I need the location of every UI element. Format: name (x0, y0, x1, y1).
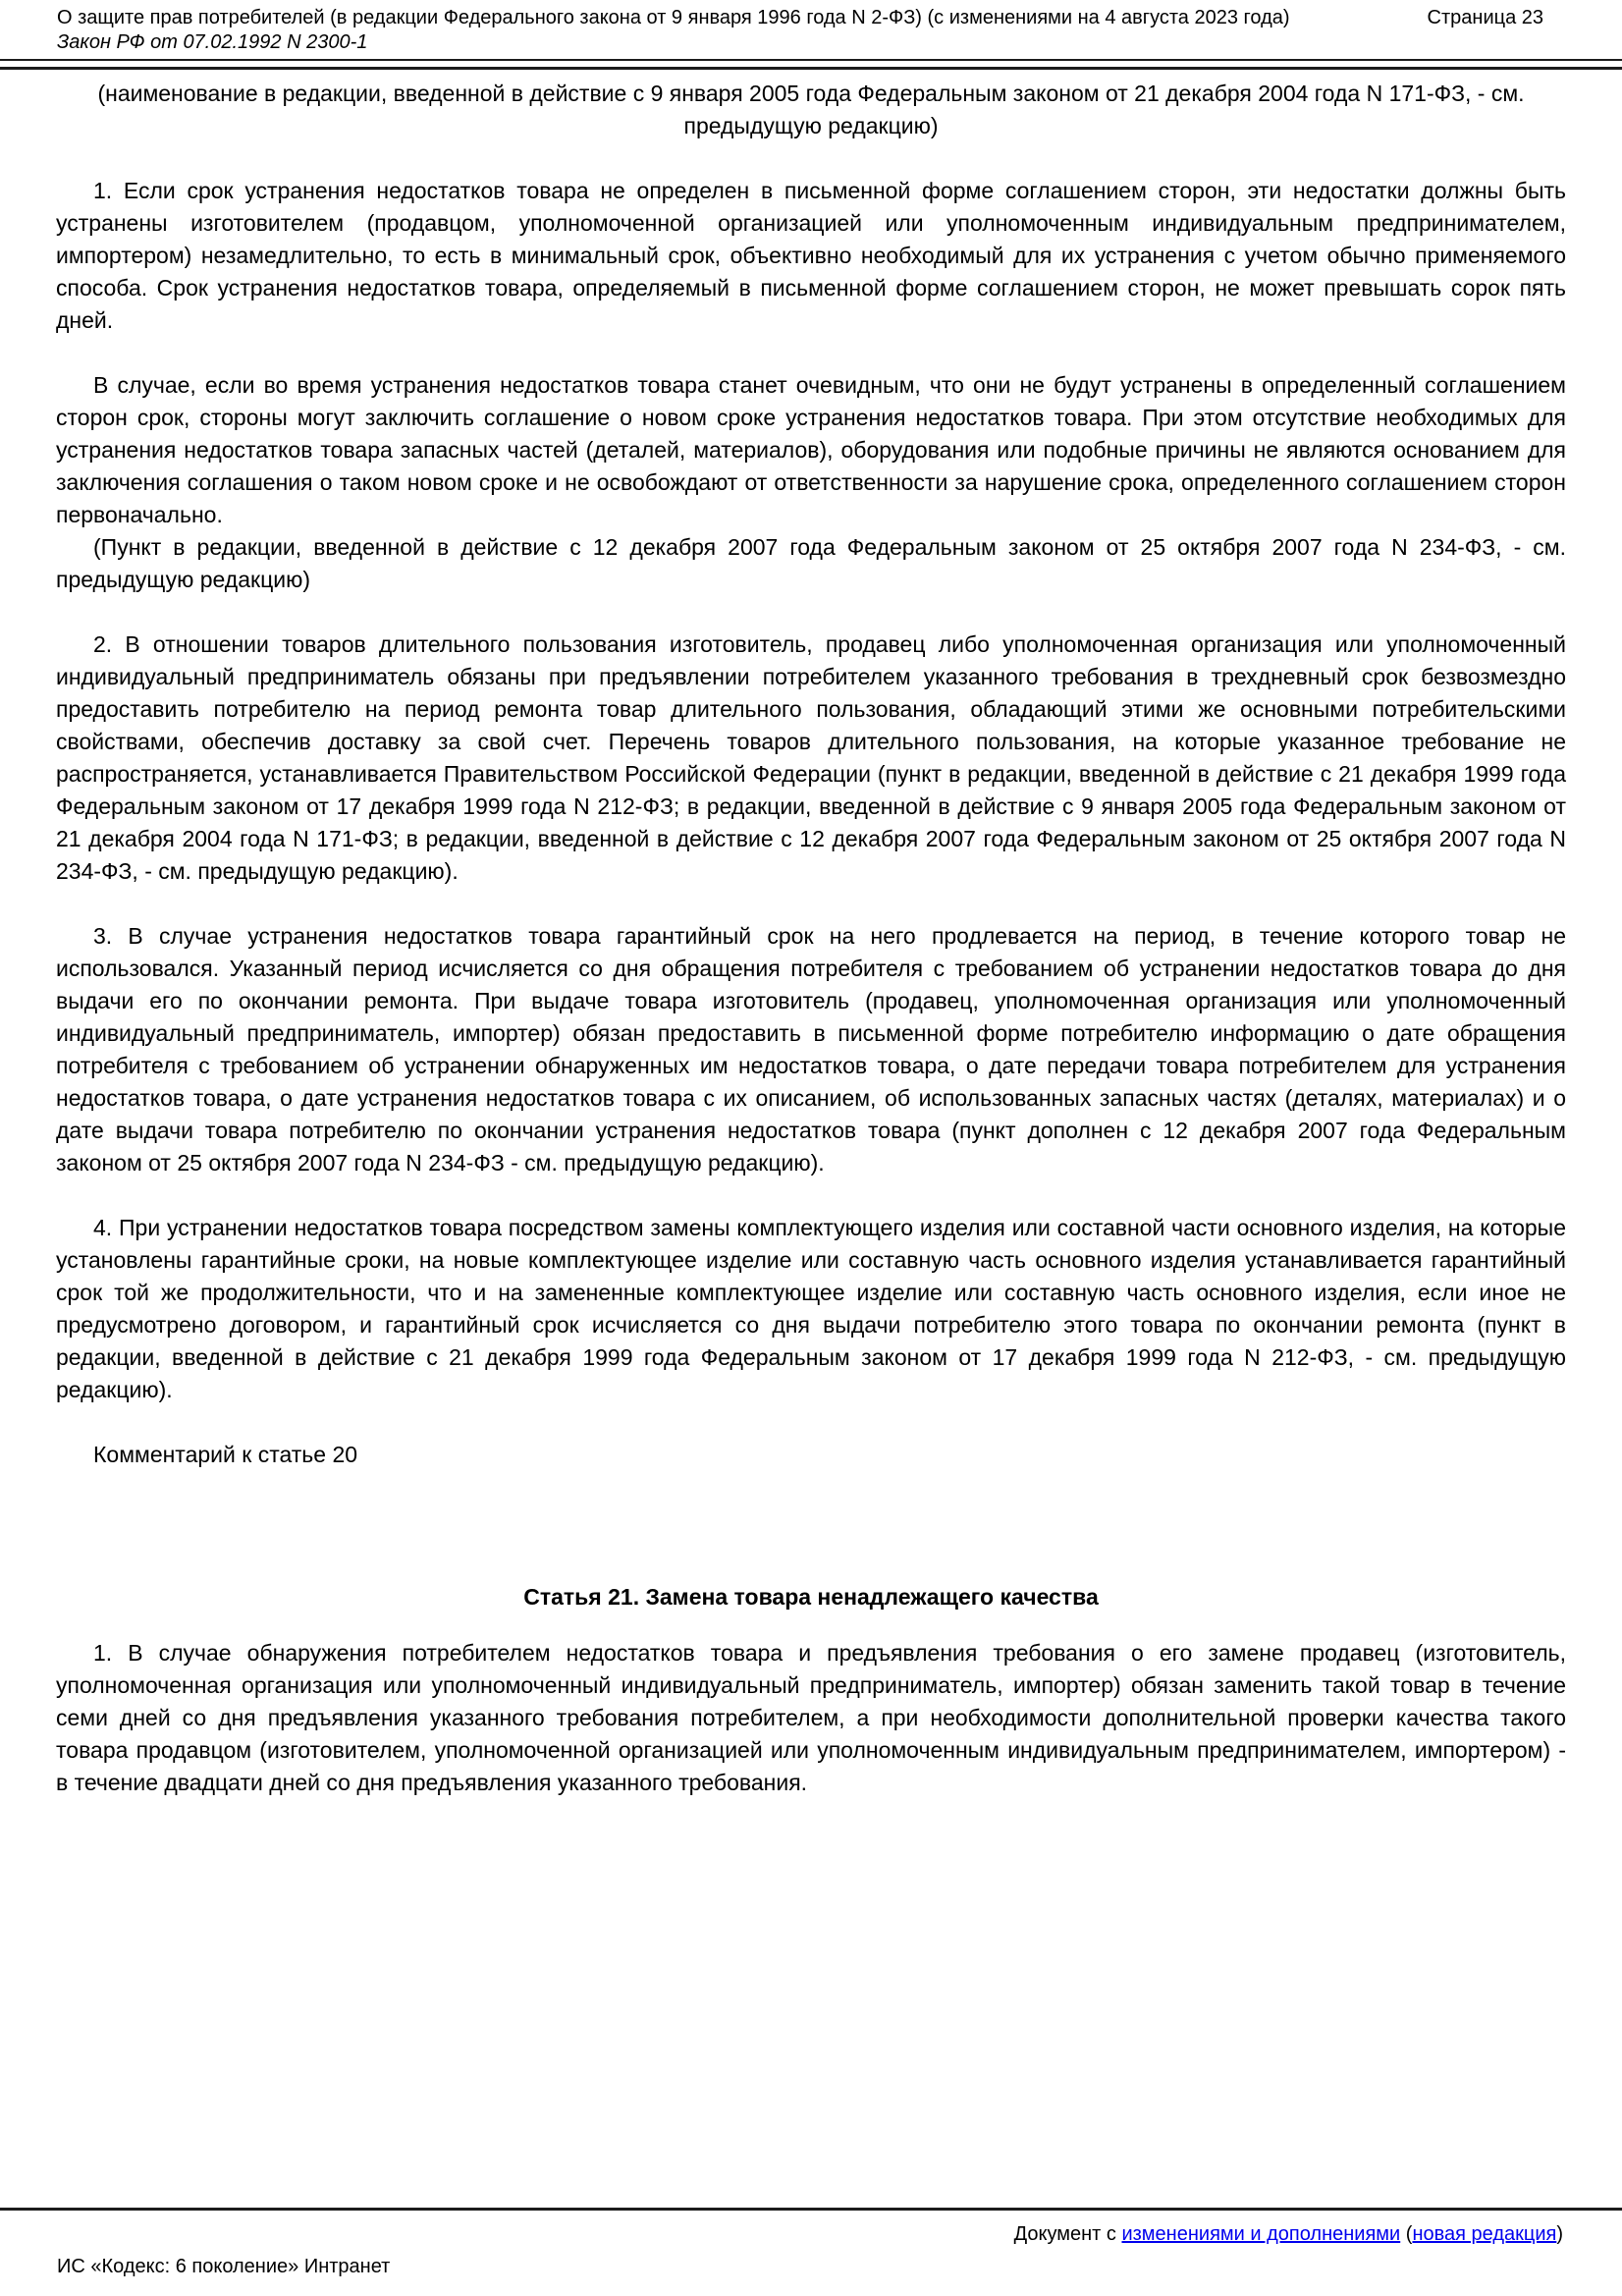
footer-document-line (0, 2211, 1622, 2247)
header-divider (0, 59, 1622, 70)
information-system-label: ИС «Кодекс: 6 поколение» Интранет (57, 2256, 391, 2277)
page-number-label: Страница 23 (1427, 7, 1543, 28)
footer-open-paren: ( (1400, 2223, 1413, 2245)
footer-prefix-text: Документ с (1013, 2223, 1122, 2245)
paragraphs-container (56, 175, 1566, 1471)
new-edition-link[interactable]: новая редакция (1412, 2223, 1557, 2245)
body-paragraph: Комментарий к статье 20 (93, 1442, 358, 1467)
document-title: О защите прав потребителей (в редакции Федерального закона от 9 января 1996 года N 2-ФЗ) (с изменениями на 4 августа 2023 года) (57, 7, 1290, 28)
body-paragraph: 1. Если срок устранения недостатков товара не определен в письменной форме соглашением сторон, эти недостатки должны быть устранены изготовителем (продавцом, уполномоченной организацией или уполномоченным индивидуальным предпринимателем, импортером) незамедлительно, то есть в минимальный срок, объективно необходимый для их устранения с учетом обычно применяемого способа. Срок устранения недостатков товара, определяемый в письменной форме соглашением сторон, не может превышать сорок пять дней. (56, 178, 1566, 333)
header-top-row (57, 6, 1565, 30)
body-paragraph: В случае, если во время устранения недостатков товара станет очевидным, что они не будут устранены в определенный соглашением сторон срок, стороны могут заключить соглашение о новом сроке устранения недостатков товара. При этом отсутствие необходимых для устранения недостатков товара запасных частей (деталей, материалов), оборудования или подобные причины не являются основанием для заключения соглашения о таком новом сроке и не освобождают от ответственности за нарушение срока, определенного соглашением сторон первоначально. (56, 372, 1566, 527)
footer-close-paren: ) (1556, 2223, 1563, 2245)
body-paragraph: 2. В отношении товаров длительного пользования изготовитель, продавец либо уполномоченная организация или уполномоченный индивидуальный предприниматель обязаны при предъявлении потребителем указанного требования в трехдневный срок безвозмездно предоставить потребителю на период ремонта товар длительного пользования, обладающий этими же основными потребительскими свойствами, обеспечив доставку за свой счет. Перечень товаров длительного пользования, на которые указанное требование не распространяется, устанавливается Правительством Российской Федерации (пункт в редакции, введенной в действие с 21 декабря 1999 года Федеральным законом от 17 декабря 1999 года N 212-ФЗ; в редакции, введенной в действие с 9 января 2005 года Федеральным законом от 21 декабря 2004 года N 171-ФЗ; в редакции, введенной в действие с 12 декабря 2007 года Федеральным законом от 25 октября 2007 года N 234-ФЗ, - см. предыдущую редакцию). (56, 631, 1566, 884)
article-21-heading: Статья 21. Замена товара ненадлежащего качества (523, 1584, 1099, 1610)
page-header (0, 0, 1622, 55)
page-footer (0, 2208, 1622, 2279)
changes-and-additions-link[interactable]: изменениями и дополнениями (1121, 2223, 1401, 2245)
article-21-paragraph: 1. В случае обнаружения потребителем недостатков товара и предъявления требования о его замене продавец (изготовитель, уполномоченная организация или уполномоченный индивидуальный предприниматель, импортер) обязан заменить такой товар в течение семи дней со дня предъявления указанного требования потребителем, а при необходимости дополнительной проверки качества такого товара продавцом (изготовителем, уполномоченной организацией или уполномоченным индивидуальным предпринимателем, импортером) - в течение двадцати дней со дня предъявления указанного требования. (56, 1640, 1566, 1795)
body-paragraph: 4. При устранении недостатков товара посредством замены комплектующего изделия или составной части основного изделия, на которые установлены гарантийные сроки, на новые комплектующее изделие или составную часть основного изделия устанавливается гарантийный срок той же продолжительности, что и на замененные комплектующее изделие или составную часть основного изделия, если иное не предусмотрено договором, и гарантийный срок исчисляется со дня выдачи потребителю этого товара по окончании ремонта (пункт в редакции, введенной в действие с 21 декабря 1999 года Федеральным законом от 17 декабря 1999 года N 212-ФЗ, - см. предыдущую редакцию). (56, 1215, 1566, 1402)
body-paragraph: 3. В случае устранения недостатков товара гарантийный срок на него продлевается на период, в течение которого товар не использовался. Указанный период исчисляется со дня обращения потребителя с требованием об устранении недостатков товара до дня выдачи его по окончании ремонта. При выдаче товара изготовитель (продавец, уполномоченная организация или уполномоченный индивидуальный предприниматель, импортер) обязан предоставить в письменной форме потребителю информацию о дате обращения потребителя с требованием об устранении обнаруженных им недостатков товара, о дате передачи товара потребителем для устранения недостатков товара, о дате устранения недостатков товара с их описанием, об использованных запасных частях (деталях, материалах) и о дате выдачи товара потребителю по окончании устранения недостатков товара (пункт дополнен с 12 декабря 2007 года Федеральным законом от 25 октября 2007 года N 234-ФЗ - см. предыдущую редакцию). (56, 923, 1566, 1175)
document-subtitle: Закон РФ от 07.02.1992 N 2300-1 (57, 31, 368, 53)
document-body (0, 70, 1622, 1799)
amendment-note: (наименование в редакции, введенной в действие с 9 января 2005 года Федеральным законом от 21 декабря 2004 года N 171-ФЗ, - см. предыдущую редакцию) (97, 81, 1525, 138)
body-paragraph: (Пункт в редакции, введенной в действие с 12 декабря 2007 года Федеральным законом от 25 октября 2007 года N 234-ФЗ, - см. предыдущую редакцию) (56, 534, 1566, 592)
